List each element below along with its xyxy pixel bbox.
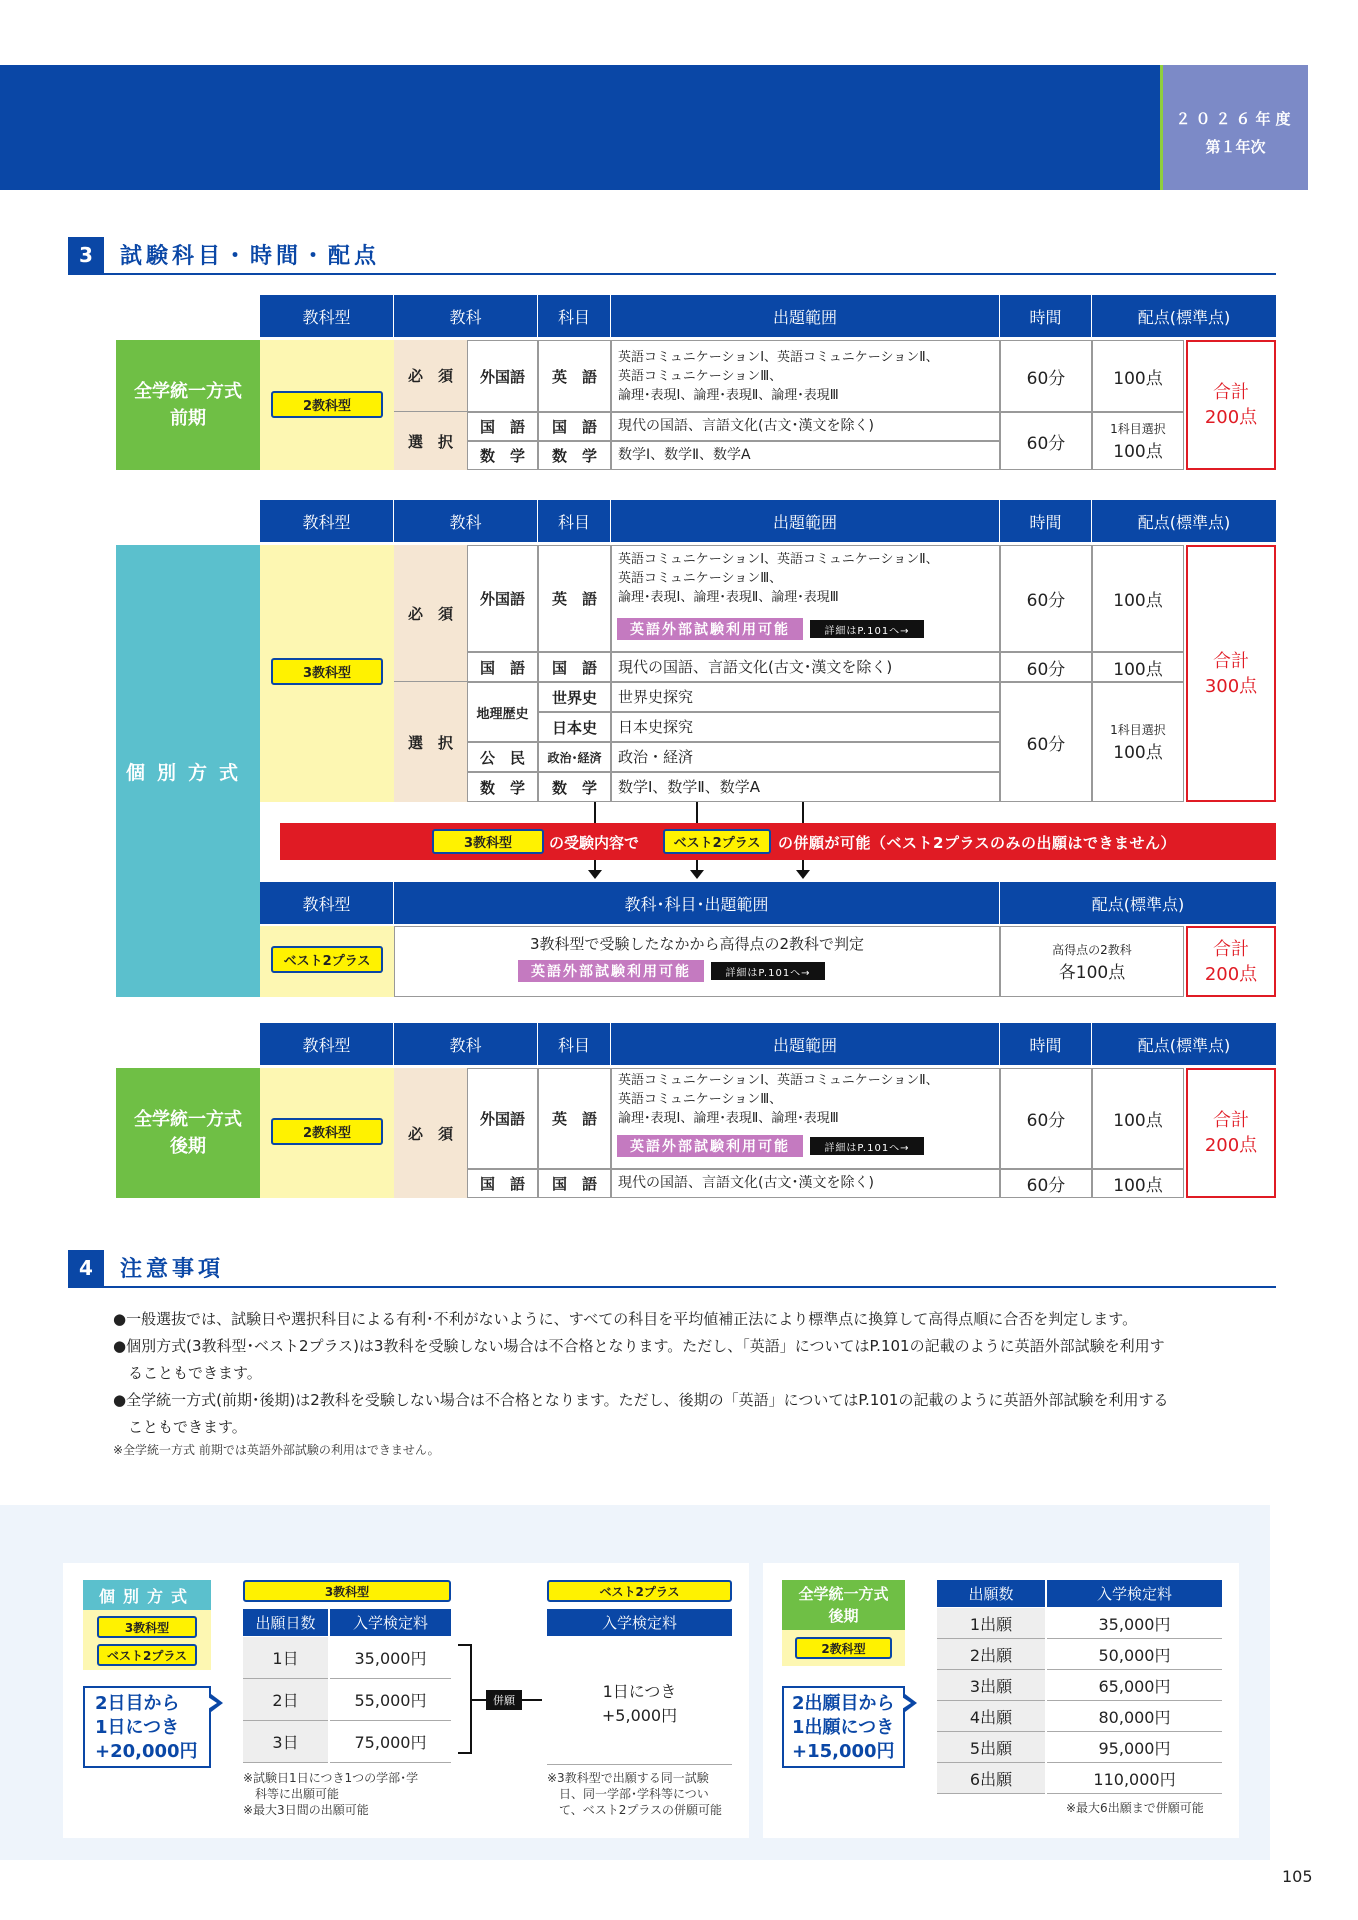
range-english: 英語コミュニケーションⅠ、英語コミュニケーションⅡ、 英語コミュニケーションⅢ、 論理･表現Ⅰ、論理･表現Ⅱ、論理･表現Ⅲ — [611, 340, 1000, 412]
subject-japanese: 国 語 — [467, 652, 538, 682]
time-select: 60分 — [1000, 682, 1092, 802]
fee-best2-amount: 1日につき +5,000円 — [601, 1682, 678, 1725]
note-2: ●個別方式(3教科型･ベスト2プラス)は3教科を受験しない場合は不合格となります。ただし、「英語」についてはP.101の記載のように英語外部試験を利用す ることもできます。 — [113, 1337, 1165, 1382]
section-title: 試験科目・時間・配点 — [120, 244, 381, 269]
best-score-note: 高得点の2教科 — [1052, 942, 1132, 957]
fee-best2-rule — [547, 1764, 732, 1765]
fee-th-fee: 入学検定料 — [330, 1609, 451, 1636]
th-subject: 教科 — [394, 500, 538, 542]
fee2-fee-5: 95,000円 — [1047, 1732, 1222, 1763]
fee2-badge: 2教科型 — [795, 1637, 892, 1659]
select-label: 選 択 — [407, 432, 453, 451]
note-1: ●一般選抜では、試験日や選択科目による有利･不利がないように、すべての科目を平均値補正法により標準点に換算して高得点順に合否を判定します。 — [113, 1310, 1138, 1328]
select-score: 100点 — [1113, 442, 1163, 462]
th-range: 出題範囲 — [611, 1023, 1000, 1065]
score-select — [1092, 682, 1184, 802]
th-subject: 教科 — [394, 1023, 538, 1065]
callout-arrow-inner — [902, 1697, 911, 1709]
fee-tag-3kyouka: 3教科型 — [243, 1580, 451, 1602]
fee-note-1: ※試験日1日につき1つの学部･学 科等に出願可能 ※最大3日間の出願可能 — [243, 1771, 419, 1817]
range-japanese: 現代の国語、言語文化(古文･漢文を除く) — [611, 1169, 1000, 1198]
range-english: 英語コミュニケーションⅠ、英語コミュニケーションⅡ、 英語コミュニケーションⅢ、 論理･表現Ⅰ、論理･表現Ⅱ、論理･表現Ⅲ — [618, 552, 939, 605]
edition-label: 第１年次 — [1205, 138, 1266, 156]
fee2-count-4: 4出願 — [937, 1701, 1045, 1732]
subject-english: 外国語 — [467, 1068, 538, 1169]
subject-math: 数 学 — [467, 441, 538, 470]
th-type: 教科型 — [260, 295, 394, 337]
score-select — [1092, 412, 1184, 470]
fee-th-best2: 入学検定料 — [547, 1609, 732, 1636]
fee2-fee-4: 80,000円 — [1047, 1701, 1222, 1732]
course-japanese: 国 語 — [538, 1169, 611, 1198]
best-desc: 3教科型で受験したなかから高得点の2教科で判定 — [529, 935, 865, 953]
bracket — [458, 1644, 472, 1754]
fee2-method-label: 全学統一方式 後期 — [782, 1580, 905, 1630]
fee2-fee-1: 35,000円 — [1047, 1608, 1222, 1639]
arrow-down-icon — [796, 870, 810, 879]
subject-english: 外国語 — [467, 340, 538, 412]
combo-line — [522, 1699, 542, 1701]
bracket-stem — [472, 1699, 486, 1701]
course-japanese: 国 語 — [538, 412, 611, 441]
fee-th-days: 出願日数 — [243, 1609, 328, 1636]
detail-link[interactable]: 詳細はP.101へ→ — [711, 962, 825, 980]
select-note: 1科目選択 — [1110, 422, 1166, 436]
select-note: 1科目選択 — [1110, 723, 1166, 737]
range-world-history: 世界史探究 — [611, 682, 1000, 712]
range-japanese: 現代の国語、言語文化(古文･漢文を除く) — [611, 652, 1000, 682]
range-math: 数学Ⅰ、数学Ⅱ、数学A — [611, 772, 1000, 802]
banner-badge-3kyouka: 3教科型 — [432, 829, 544, 854]
time-select: 60分 — [1000, 412, 1092, 470]
fee-note-2: ※3教科型で出願する同一試験 日、同一学部･学科等につい て、ベスト2プラスの併願可能 — [547, 1771, 723, 1817]
banner-badge-best2: ベスト2プラス — [663, 829, 771, 854]
section-number: 3 — [68, 237, 104, 273]
arrow-down-icon — [690, 870, 704, 879]
section-3-heading — [68, 237, 1276, 275]
header-bar — [0, 65, 1160, 190]
arrow-down-icon — [588, 870, 602, 879]
course-japanese: 国 語 — [538, 652, 611, 682]
range-english: 英語コミュニケーションⅠ、英語コミュニケーションⅡ、 英語コミュニケーションⅢ、 論理･表現Ⅰ、論理･表現Ⅱ、論理･表現Ⅲ — [618, 1073, 939, 1126]
score-english: 100点 — [1092, 545, 1184, 652]
time-english: 60分 — [1000, 340, 1092, 412]
course-english: 英 語 — [538, 1068, 611, 1169]
total-score: 合計 200点 — [1186, 926, 1276, 997]
course-world-history: 世界史 — [538, 682, 611, 712]
range-politics: 政治・経済 — [611, 742, 1000, 772]
th-time: 時間 — [1000, 1023, 1092, 1065]
score-japanese: 100点 — [1092, 1169, 1184, 1198]
fee-day-1: 1日 — [243, 1637, 328, 1679]
fee-badge-best2: ベスト2プラス — [97, 1644, 197, 1666]
th-course: 科目 — [538, 1023, 611, 1065]
subject-geohist: 地理歴史 — [467, 682, 538, 742]
th-range: 出題範囲 — [611, 500, 1000, 542]
best-score-cell — [1000, 926, 1184, 997]
section-title: 注意事項 — [120, 1257, 225, 1282]
th-range: 出題範囲 — [611, 295, 1000, 337]
course-english: 英 語 — [538, 545, 611, 652]
external-test-badge: 英語外部試験利用可能 — [617, 1135, 803, 1157]
th-score: 配点(標準点) — [1092, 1023, 1276, 1065]
subject-math: 数 学 — [467, 772, 538, 802]
fee2-fee-2: 50,000円 — [1047, 1639, 1222, 1670]
th-subject: 教科 — [394, 295, 538, 337]
score-english: 100点 — [1092, 340, 1184, 412]
fee2-count-1: 1出願 — [937, 1608, 1045, 1639]
th-score: 配点(標準点) — [1000, 882, 1276, 924]
detail-link[interactable]: 詳細はP.101へ→ — [810, 1137, 924, 1155]
callout-arrow-inner — [208, 1697, 217, 1709]
fee2-count-5: 5出願 — [937, 1732, 1045, 1763]
th-type: 教科型 — [260, 882, 394, 924]
score-english: 100点 — [1092, 1068, 1184, 1169]
type-badge: 3教科型 — [271, 658, 383, 685]
fee-amount-3: 75,000円 — [330, 1721, 451, 1763]
fee2-callout: 2出願目から 1出願につき +15,000円 — [782, 1686, 905, 1768]
page-number: 105 — [1282, 1867, 1313, 1886]
method-label: 全学統一方式 前期 — [116, 340, 260, 470]
course-english: 英 語 — [538, 340, 611, 412]
type-badge: 2教科型 — [271, 391, 383, 418]
total-score: 合計 300点 — [1186, 545, 1276, 802]
fee2-count-6: 6出願 — [937, 1763, 1045, 1794]
year-block — [1163, 65, 1308, 190]
course-japanese-history: 日本史 — [538, 712, 611, 742]
fee2-count-3: 3出願 — [937, 1670, 1045, 1701]
best-score: 各100点 — [1058, 962, 1126, 983]
fee-day-2: 2日 — [243, 1679, 328, 1721]
external-test-badge: 英語外部試験利用可能 — [518, 960, 704, 982]
time-japanese: 60分 — [1000, 652, 1092, 682]
th-score: 配点(標準点) — [1092, 500, 1276, 542]
course-politics: 政治･経済 — [538, 742, 611, 772]
fee-tag-best2: ベスト2プラス — [547, 1580, 732, 1602]
fee2-fee-6: 110,000円 — [1047, 1763, 1222, 1794]
course-math: 数 学 — [538, 772, 611, 802]
total-score: 合計 200点 — [1186, 340, 1276, 470]
th-time: 時間 — [1000, 295, 1092, 337]
required-label: 必 須 — [394, 340, 467, 412]
score-japanese: 100点 — [1092, 652, 1184, 682]
select-score: 100点 — [1113, 743, 1163, 763]
method-label: 個別方式 — [116, 545, 260, 997]
th-time: 時間 — [1000, 500, 1092, 542]
combo-tag: 併願 — [486, 1690, 522, 1710]
fee2-fee-3: 65,000円 — [1047, 1670, 1222, 1701]
fee2-th-fee: 入学検定料 — [1047, 1580, 1222, 1607]
th-type: 教科型 — [260, 1023, 394, 1065]
type-badge: 2教科型 — [271, 1118, 383, 1145]
fee-method-label: 個別方式 — [83, 1580, 211, 1610]
th-course: 科目 — [538, 500, 611, 542]
time-english: 60分 — [1000, 545, 1092, 652]
fee-amount-2: 55,000円 — [330, 1679, 451, 1721]
note-3: ●全学統一方式(前期･後期)は2教科を受験しない場合は不合格となります。ただし、後期の「英語」についてはP.101の記載のように英語外部試験を利用する こともできます。 — [113, 1391, 1169, 1436]
time-japanese: 60分 — [1000, 1169, 1092, 1198]
fee2-th-count: 出願数 — [937, 1580, 1045, 1607]
time-english: 60分 — [1000, 1068, 1092, 1169]
select-label: 選 択 — [407, 733, 453, 752]
fee-amount-1: 35,000円 — [330, 1637, 451, 1679]
range-japanese-history: 日本史探究 — [611, 712, 1000, 742]
section-number: 4 — [68, 1250, 104, 1286]
subject-japanese: 国 語 — [467, 1169, 538, 1198]
subject-english: 外国語 — [467, 545, 538, 652]
subject-japanese: 国 語 — [467, 412, 538, 441]
fee-day-3: 3日 — [243, 1721, 328, 1763]
required-label: 必 須 — [407, 1124, 453, 1143]
footnote: ※全学統一方式 前期では英語外部試験の利用はできません。 — [113, 1443, 440, 1457]
type-badge: ベスト2プラス — [271, 946, 383, 973]
th-type: 教科型 — [260, 500, 394, 542]
year-label: ２０２６年度 — [1175, 110, 1296, 128]
fee2-note: ※最大6出願まで併願可能 — [1066, 1801, 1204, 1815]
section-4-heading — [68, 1250, 1276, 1288]
fee-badge-3kyouka: 3教科型 — [97, 1616, 197, 1638]
fee-callout: 2日目から 1日につき +20,000円 — [83, 1686, 211, 1768]
subject-civics: 公 民 — [467, 742, 538, 772]
required-label: 必 須 — [394, 545, 467, 682]
external-test-badge: 英語外部試験利用可能 — [617, 618, 803, 640]
th-combined: 教科･科目･出題範囲 — [394, 882, 1000, 924]
range-math: 数学Ⅰ、数学Ⅱ、数学A — [611, 441, 1000, 470]
fee2-count-2: 2出願 — [937, 1639, 1045, 1670]
total-score: 合計 200点 — [1186, 1068, 1276, 1198]
th-course: 科目 — [538, 295, 611, 337]
th-score: 配点(標準点) — [1092, 295, 1276, 337]
detail-link[interactable]: 詳細はP.101へ→ — [810, 620, 924, 638]
method-label: 全学統一方式 後期 — [116, 1068, 260, 1198]
course-math: 数 学 — [538, 441, 611, 470]
banner-text-2: の併願が可能（ベスト2プラスのみの出願はできません） — [778, 834, 1176, 852]
range-japanese: 現代の国語、言語文化(古文･漢文を除く) — [611, 412, 1000, 441]
banner-text-1: の受験内容で — [549, 834, 640, 852]
